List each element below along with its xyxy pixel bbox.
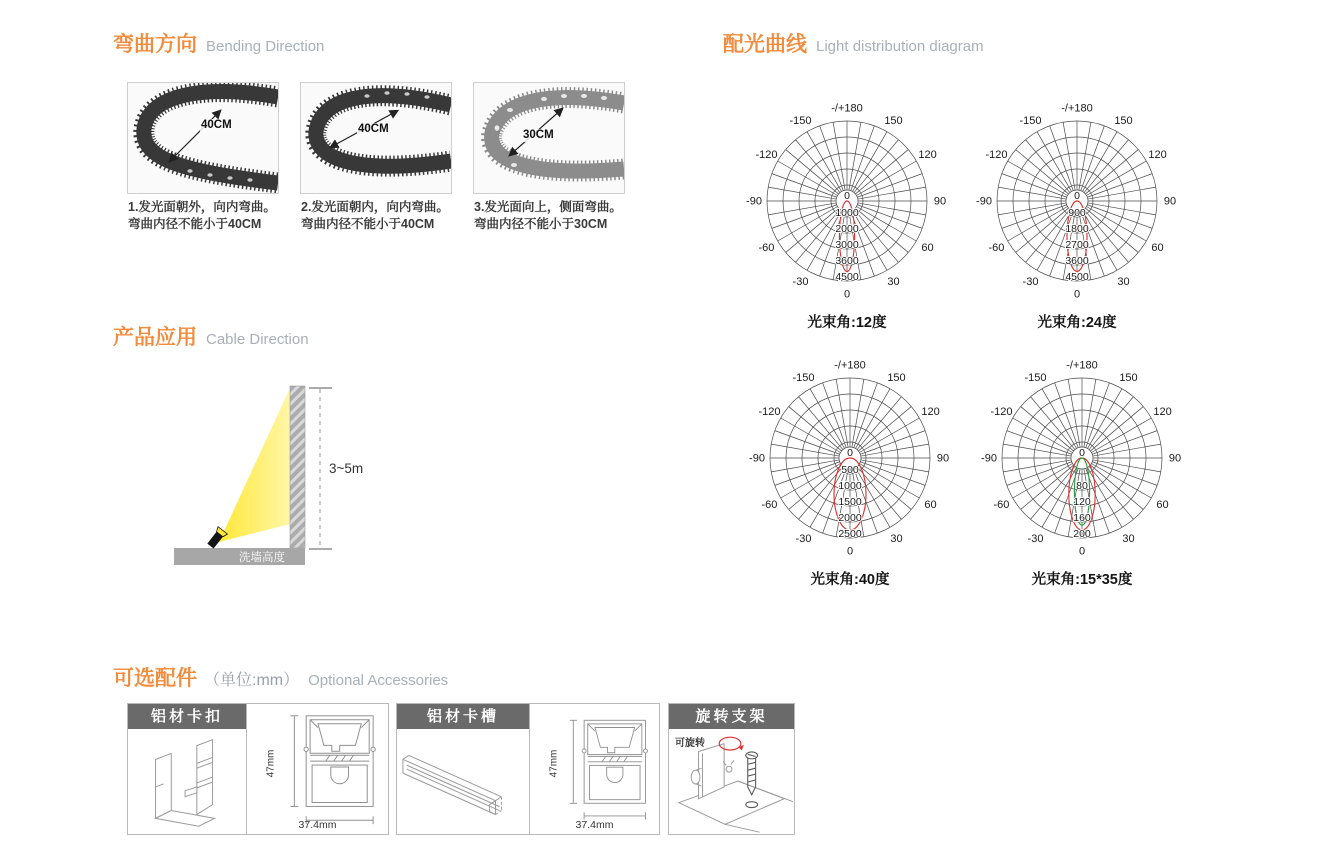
svg-text:0: 0 [844, 190, 850, 202]
svg-text:150: 150 [887, 371, 906, 384]
bending-caption-1 [128, 199, 304, 233]
svg-text:80: 80 [1076, 480, 1088, 492]
svg-text:60: 60 [1156, 499, 1169, 511]
bend-diameter-label: 30CM [523, 129, 554, 141]
wall [290, 386, 305, 548]
svg-text:150: 150 [1114, 114, 1133, 127]
svg-text:-90: -90 [976, 195, 992, 208]
accessory-channel-panel [396, 703, 530, 835]
floor-label: 洗墙高度 [239, 552, 285, 564]
svg-text:-150: -150 [789, 114, 812, 127]
bending-title-zh: 弯曲方向 [113, 33, 197, 56]
svg-text:-120: -120 [758, 406, 781, 418]
chart-caption: 光束角:40度 [810, 572, 890, 588]
svg-text:900: 900 [1068, 207, 1086, 219]
accessory-clip-header: 铝材卡扣 [128, 704, 246, 729]
accessory-channel-profile-panel [529, 703, 660, 835]
svg-text:2700: 2700 [1065, 239, 1089, 251]
svg-text:90: 90 [1168, 452, 1182, 465]
polar-chart-beam-24deg [967, 103, 1187, 332]
profile-width-label: 37.4mm [575, 819, 614, 831]
svg-text:3600: 3600 [835, 255, 859, 267]
svg-text:-60: -60 [758, 242, 775, 254]
profile-height-label: 47mm [548, 749, 560, 778]
svg-text:-/+180: -/+180 [834, 360, 866, 372]
svg-text:0: 0 [847, 447, 853, 459]
svg-text:120: 120 [921, 406, 940, 418]
bending-photo-2 [300, 82, 452, 194]
svg-text:150: 150 [884, 114, 903, 127]
svg-text:90: 90 [933, 195, 947, 208]
bending-photo-1 [127, 82, 279, 194]
svg-text:500: 500 [841, 464, 859, 476]
svg-text:0: 0 [1078, 545, 1086, 558]
wall-wash-drawing [162, 372, 402, 572]
svg-text:1000: 1000 [838, 480, 862, 492]
distribution-title-zh: 配光曲线 [723, 33, 807, 56]
svg-text:200: 200 [1073, 528, 1091, 540]
application-section-title [113, 321, 309, 351]
chart-caption: 光束角:15*35度 [1031, 572, 1133, 588]
svg-text:120: 120 [1153, 406, 1172, 418]
svg-text:-/+180: -/+180 [1066, 360, 1098, 372]
wall-wash-diagram [162, 372, 402, 572]
svg-text:3000: 3000 [835, 239, 859, 251]
svg-text:-60: -60 [993, 499, 1010, 511]
bent-strip-inward-drawing [301, 83, 451, 193]
polar-chart-beam-12deg [737, 103, 957, 332]
caption-line: 3.发光面向上，侧面弯曲。 [474, 200, 622, 214]
bending-section-title [113, 28, 324, 58]
channel-drawing [397, 729, 529, 834]
distribution-section-title [723, 28, 984, 58]
svg-text:-30: -30 [1027, 533, 1044, 546]
distribution-title-en: Light distribution diagram [816, 38, 984, 55]
profile-width-label: 37.4mm [298, 819, 337, 831]
svg-text:-60: -60 [988, 242, 1005, 254]
bent-strip-outward-drawing [128, 83, 278, 193]
accessories-section-title [113, 662, 448, 692]
svg-text:60: 60 [1151, 242, 1164, 254]
caption-line: 弯曲内径不能小于40CM [128, 217, 262, 231]
svg-text:-150: -150 [1019, 114, 1042, 127]
accessory-bracket-header: 旋转支架 [669, 704, 794, 729]
svg-text:-90: -90 [746, 195, 762, 208]
svg-text:1000: 1000 [835, 207, 859, 219]
svg-text:2000: 2000 [835, 223, 859, 235]
svg-text:-60: -60 [761, 499, 778, 511]
svg-text:1500: 1500 [838, 496, 862, 508]
accessory-clip-panel [127, 703, 247, 835]
svg-text:60: 60 [921, 242, 934, 254]
svg-text:120: 120 [918, 149, 937, 161]
application-title-zh: 产品应用 [113, 326, 197, 349]
svg-text:4500: 4500 [1065, 271, 1089, 283]
svg-text:30: 30 [1117, 276, 1130, 289]
svg-text:90: 90 [1163, 195, 1177, 208]
caption-line: 2.发光面朝内，向内弯曲。 [301, 200, 449, 214]
bending-caption-3 [474, 199, 650, 233]
svg-text:3600: 3600 [1065, 255, 1089, 267]
caption-line: 1.发光面朝外，向内弯曲。 [128, 200, 276, 214]
svg-text:2000: 2000 [838, 512, 862, 524]
svg-text:4500: 4500 [835, 271, 859, 283]
svg-text:-/+180: -/+180 [831, 103, 863, 115]
svg-text:0: 0 [1073, 288, 1081, 301]
svg-text:160: 160 [1073, 512, 1091, 524]
accessory-bracket-panel [668, 703, 795, 835]
accessory-channel-header: 铝材卡槽 [397, 704, 529, 729]
svg-text:-30: -30 [795, 533, 812, 546]
svg-text:-120: -120 [985, 149, 1008, 161]
chart-caption: 光束角:24度 [1037, 315, 1117, 331]
bending-title-en: Bending Direction [206, 38, 325, 55]
light-beam [219, 388, 290, 542]
bending-caption-2 [301, 199, 477, 233]
accessory-clip-profile-panel [246, 703, 389, 835]
caption-line: 弯曲内径不能小于30CM [474, 217, 608, 231]
accessories-unit-label: （单位:mm） [204, 672, 300, 689]
svg-text:-150: -150 [1024, 371, 1047, 384]
profile-height-label: 47mm [265, 749, 277, 778]
accessories-title-en: Optional Accessories [308, 672, 449, 689]
svg-text:30: 30 [890, 533, 903, 546]
polar-chart-beam-40deg [740, 360, 960, 589]
application-title-en: Cable Direction [206, 331, 309, 348]
svg-text:-150: -150 [792, 371, 815, 384]
bending-photo-3 [473, 82, 625, 194]
svg-text:120: 120 [1073, 496, 1091, 508]
svg-text:30: 30 [1122, 533, 1135, 546]
svg-text:0: 0 [846, 545, 854, 558]
svg-text:-/+180: -/+180 [1061, 103, 1093, 115]
svg-text:120: 120 [1148, 149, 1167, 161]
svg-text:60: 60 [924, 499, 937, 511]
rotatable-note: 可旋转 [675, 738, 705, 749]
bend-diameter-label: 40CM [201, 119, 232, 131]
clip-drawing [128, 729, 246, 834]
svg-text:-120: -120 [755, 149, 778, 161]
svg-text:0: 0 [1074, 190, 1080, 202]
svg-text:0: 0 [843, 288, 851, 301]
svg-text:-30: -30 [1022, 276, 1039, 289]
svg-text:-120: -120 [990, 406, 1013, 418]
caption-line: 弯曲内径不能小于40CM [301, 217, 435, 231]
svg-text:1800: 1800 [1065, 223, 1089, 235]
chart-caption: 光束角:12度 [807, 315, 887, 331]
svg-text:150: 150 [1119, 371, 1138, 384]
svg-text:-90: -90 [749, 452, 765, 465]
svg-text:-30: -30 [792, 276, 809, 289]
svg-text:30: 30 [887, 276, 900, 289]
svg-text:-90: -90 [981, 452, 997, 465]
wall-height-label: 3~5m [329, 461, 364, 476]
svg-text:0: 0 [1079, 447, 1085, 459]
svg-text:2500: 2500 [838, 528, 862, 540]
bend-diameter-label: 40CM [358, 123, 389, 135]
svg-text:90: 90 [936, 452, 950, 465]
accessories-title-zh: 可选配件 [113, 667, 197, 690]
polar-chart-beam-15x35deg [972, 360, 1192, 589]
